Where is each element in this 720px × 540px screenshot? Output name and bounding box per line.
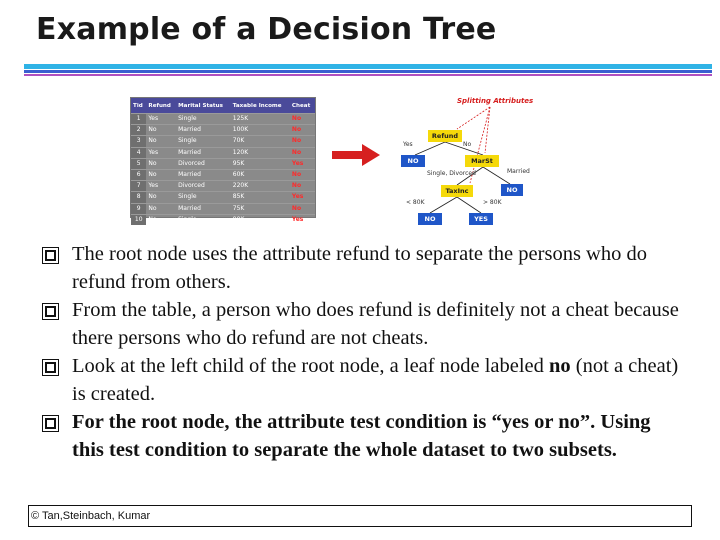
training-data-table [130,97,316,223]
tree-leaf-no: NO [418,213,442,225]
table-cell: Divorced [176,181,231,192]
table-cell: No [146,125,176,136]
table-cell: Single [176,114,231,125]
edge-label-single-divorced: Single, Divorced [427,170,476,177]
table-cell: No [290,169,315,180]
table-cell: No [290,147,315,158]
bullet-item [40,240,680,296]
square-bullet-icon [42,247,59,264]
bullet-text-bold: no [549,355,571,377]
table-row [131,214,315,225]
table-row [131,192,315,203]
table-cell: Married [176,203,231,214]
table-cell: No [290,203,315,214]
table-header: Marital Status [176,98,231,114]
table-cell: 90K [231,214,290,225]
table-cell: 3 [131,136,146,147]
table-cell: Yes [290,214,315,225]
table-cell: No [290,114,315,125]
table-cell: Single [176,214,231,225]
bullet-text-pre: Look at the left child of the root node, a leaf node labeled [72,355,550,377]
table-cell: 85K [231,192,290,203]
bullet-text: The root node uses the attribute refund to separate the persons who do refund from others. [72,243,647,293]
title-rule-blue [24,70,712,73]
table-cell: Divorced [176,158,231,169]
table-cell: 8 [131,192,146,203]
bullet-text: From the table, a person who does refund is definitely not a cheat because there persons who do refund are not cheats. [72,299,679,349]
table-cell: Single [176,192,231,203]
tree-node-marst: MarSt [465,155,499,167]
table-row [131,125,315,136]
table-cell: Yes [146,147,176,158]
table-cell: 75K [231,203,290,214]
table-cell: 125K [231,114,290,125]
bullet-item [40,352,680,408]
table-header: Tid [131,98,146,114]
table-cell: 1 [131,114,146,125]
bullet-list [40,240,680,464]
table-cell: Yes [290,192,315,203]
tree-node-taxinc: TaxInc [441,185,473,197]
tree-leaf-no: NO [501,184,523,196]
table-row [131,147,315,158]
table-cell: 4 [131,147,146,158]
bullet-text-post: (not a cheat) is created. [72,355,679,405]
table-cell: Yes [146,181,176,192]
table-cell: 6 [131,169,146,180]
table-cell: 60K [231,169,290,180]
table-cell: No [290,181,315,192]
decision-tree [395,95,545,230]
table-row [131,181,315,192]
table-cell: Married [176,147,231,158]
bullet-text: For the root node, the attribute test condition is “yes or no”. Using this test condition to separate the whole dataset to two subsets. [72,411,651,461]
table-header: Taxable Income [231,98,290,114]
edge-label-gt-80k: > 80K [483,199,502,206]
table-cell: No [146,136,176,147]
table-cell: Married [176,169,231,180]
bullet-item [40,408,680,464]
edge-label-no: No [463,141,472,148]
table-header-row [131,98,315,114]
title-rule-purple [24,74,712,76]
table-row [131,169,315,180]
table-cell: 9 [131,203,146,214]
table-row [131,203,315,214]
title-rule-cyan [24,64,712,69]
table-cell: No [290,136,315,147]
right-arrow-icon [332,144,382,166]
square-bullet-icon [42,303,59,320]
square-bullet-icon [42,359,59,376]
table-cell: No [146,203,176,214]
square-bullet-icon [42,415,59,432]
table-cell: No [290,125,315,136]
table-cell: No [146,214,176,225]
table-header: Cheat [290,98,315,114]
table-cell: 5 [131,158,146,169]
table-header: Refund [146,98,176,114]
tree-leaf-no: NO [401,155,425,167]
edge-label-lt-80k: < 80K [406,199,425,206]
slide-title: Example of a Decision Tree [36,12,497,47]
tree-node-refund: Refund [428,130,462,142]
table-cell: 95K [231,158,290,169]
splitting-attributes-label: Splitting Attributes [457,97,534,105]
edge-label-married: Married [507,168,530,175]
table-row [131,136,315,147]
table-cell: No [146,192,176,203]
table-cell: Yes [290,158,315,169]
tree-leaf-yes: YES [469,213,493,225]
table-cell: No [146,169,176,180]
table-cell: No [146,158,176,169]
table-cell: 220K [231,181,290,192]
table-row [131,114,315,125]
table-cell: 10 [131,214,146,225]
table-cell: 70K [231,136,290,147]
table-cell: 2 [131,125,146,136]
bullet-item [40,296,680,352]
table-cell: Married [176,125,231,136]
copyright-footer: © Tan,Steinbach, Kumar [28,505,692,527]
table-cell: 7 [131,181,146,192]
table-cell: 100K [231,125,290,136]
table-cell: 120K [231,147,290,158]
table-row [131,158,315,169]
edge-label-yes: Yes [403,141,413,148]
table-cell: Yes [146,114,176,125]
table-cell: Single [176,136,231,147]
